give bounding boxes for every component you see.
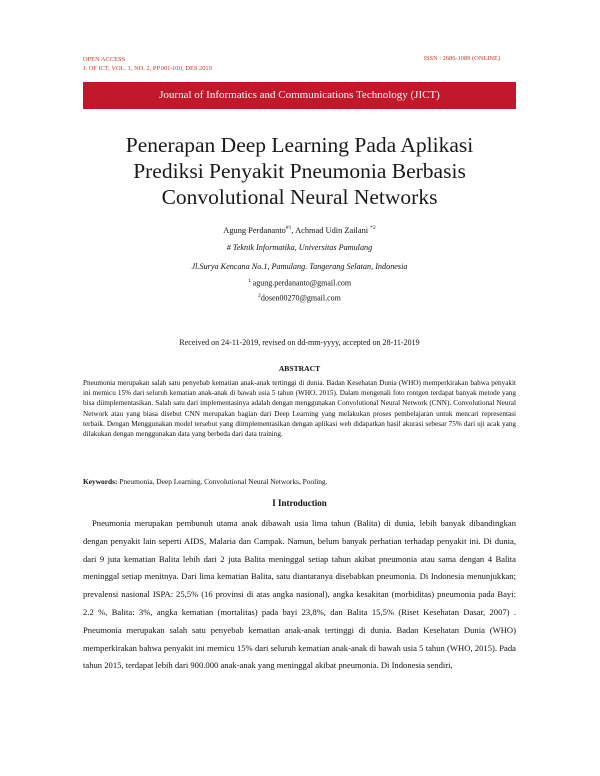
email-text: agung.perdananto@gmail.com: [252, 278, 352, 288]
email-superscript: 1: [247, 278, 251, 284]
authors: [83, 225, 516, 235]
author-email: [83, 278, 516, 288]
journal-header-left: [83, 55, 212, 73]
journal-banner: Journal of Informatics and Communications Technology (JICT): [83, 82, 516, 109]
paper-title: [83, 132, 516, 210]
author-name: Agung Perdananto: [223, 225, 286, 235]
affiliation-address: Jl.Surya Kencana No.1, Pamulang. Tangerang Selatan, Indonesia: [191, 262, 408, 271]
author-name: , Achmad Udin Zailani: [291, 225, 369, 235]
section-body: Pneumonia merupakan pembunuh utama anak dibawah usia lima tahun (Balita) di dunia, lebih banyak dibandingkan dengan penyakit lain seperti AIDS, Malaria dan Campak. Namun, belum banyak perhatian terhadap penyakit ini. Di dunia, dari 9 juta kematian Balita lebih dari 2 juta Balita meninggal setiap tahun akibat pneumonia atau sama dengan 4 Balita meninggal setiap menitnya. Dari lima kematian Balita, satu diantaranya disebabkan pneumonia. Di Indonesia menunjukkan; prevalensi nasional ISPA: 25,5% (16 provinsi di atas angka nasional), angka kesakitan (morbiditas) pneumonia pada Bayi: 2.2 %, Balita: 3%, angka kematian (mortalitas) pada bayi 23,8%, dan Balita 15,5% (Riset Kesehatan Dasar, 2007) . Pneumonia merupakan salah satu penyebab kematian anak-anak tertinggi di dunia. Badan Kesehatan Dunia (WHO) memperkirakan bahwa penyakit ini memicu 15% dari seluruh kematian anak-anak di bawah usia 5 tahun (WHO, 2015). Pada tahun 2015, terdapat lebih dari 900.000 anak-anak yang meninggal akibat pneumonia. Di Indonesia sendiri,: [83, 518, 516, 671]
journal-reference: J. OF ICT, VOL. 1, NO. 2, PP.001-010, DES 2019: [83, 65, 212, 72]
keywords-text: Pneumonia, Deep Learning, Convolutional Neural Networks, Pooling.: [117, 477, 328, 486]
affiliation: # Teknik Informatika, Universitas Pamulang: [226, 243, 373, 252]
keywords-label: Keywords:: [83, 477, 118, 486]
open-access-label: OPEN ACCESS: [83, 56, 126, 63]
author-superscript: *2: [370, 225, 376, 231]
title-line: Convolutional Neural Networks: [161, 185, 438, 209]
received-dates: Received on 24-11-2019, revised on dd-mm-yyyy, accepted on 28-11-2019: [179, 338, 420, 347]
author-email: [83, 293, 516, 303]
section-heading: I Introduction: [272, 498, 327, 508]
email-superscript: 2: [258, 293, 261, 299]
email-text: dosen00270@gmail.com: [260, 293, 341, 303]
issn-label: ISSN : 2686-1089 (ONLINE): [423, 55, 500, 62]
abstract-heading: ABSTRACT: [278, 364, 321, 373]
keywords: [83, 477, 516, 486]
title-line: Penerapan Deep Learning Pada Aplikasi: [125, 133, 474, 157]
author-superscript: #1: [285, 225, 292, 231]
abstract-text: Pneumonia merupakan salah satu penyebab kematian anak-anak tertinggi di dunia. Badan Kesehatan Dunia (WHO) memperkirakan bahwa penyakit ini memicu 15% dari seluruh kematian anak-anak di bawah usia 5 tahun (WHO, 2015). Dalam mengenali foto rontgen terdapat banyak metode yang bisa diimplementasikan. Salah satu dari implementasinya adalah dengan menggunakan Convolutional Neural Network (CNN). Convolutional Neural Network atau yang biasa disebut CNN merupakan bagian dari Deep Learning yang melakukan proses pembelajaran untuk mencari representasi terbaik. Dengan Menggunakan model tersebut yang diimplementasikan dengan aplikasi web didapatkan hasil akurasi sebesar 75% dari uji acak yang dilakukan dengan menggunakan data yang berbeda dari data training.: [83, 379, 516, 439]
title-line: Prediksi Penyakit Pneumonia Berbasis: [133, 159, 466, 183]
